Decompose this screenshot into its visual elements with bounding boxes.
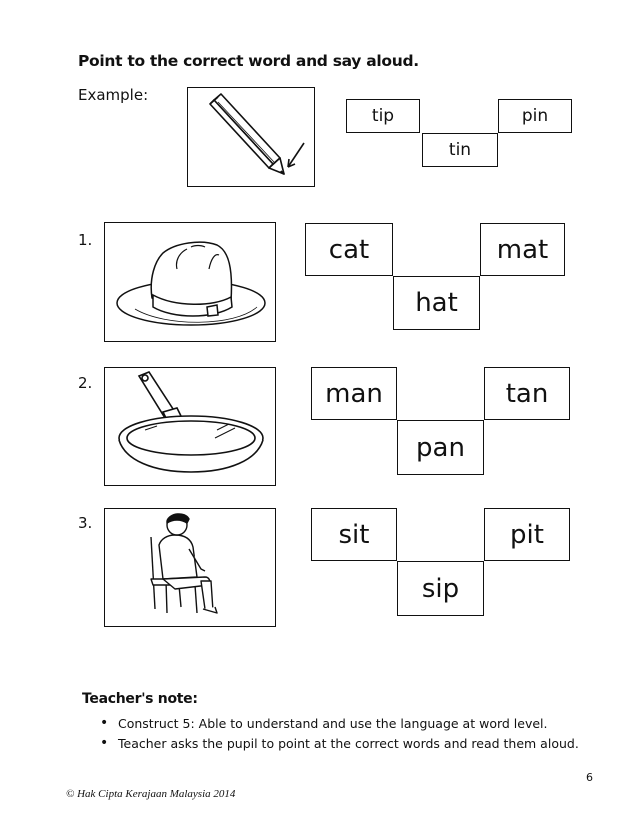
item-1-word-box-1[interactable] (305, 223, 393, 276)
item-3-word-box-3[interactable] (397, 561, 484, 616)
item-1-word-box-2[interactable] (480, 223, 565, 276)
example-word-box-2[interactable] (498, 99, 572, 133)
item-picture-frame-2 (104, 367, 276, 486)
teacher-note-heading: Teacher's note: (82, 691, 198, 707)
example-word-3: tin (448, 140, 472, 160)
item-picture-frame-1 (104, 222, 276, 342)
item-3-word-box-2[interactable] (484, 508, 570, 561)
item-1-word-box-3[interactable] (393, 276, 480, 330)
item-1-word-1: cat (328, 234, 370, 265)
item-2-word-box-3[interactable] (397, 420, 484, 475)
item-3-word-1: sit (338, 519, 370, 550)
example-word-box-3[interactable] (422, 133, 498, 167)
item-1-word-3: hat (415, 288, 458, 318)
item-3-word-2: pit (510, 519, 544, 550)
page-number: 6 (586, 771, 593, 784)
pencil-icon (188, 88, 313, 185)
item-2-word-1: man (325, 378, 383, 409)
pan-icon (105, 368, 274, 484)
example-label: Example: (78, 86, 149, 104)
item-picture-frame-3 (104, 508, 276, 627)
page-title: Point to the correct word and say aloud. (78, 52, 419, 70)
example-word-2: pin (521, 106, 549, 126)
item-2-word-box-2[interactable] (484, 367, 570, 420)
item-3-word-3: sip (421, 573, 460, 604)
sitting-man-icon (105, 509, 274, 625)
example-picture-frame (187, 87, 315, 187)
item-3-word-box-1[interactable] (311, 508, 397, 561)
teacher-note-list (96, 716, 579, 756)
hat-icon (105, 223, 274, 340)
teacher-note-bullet-1: • Construct 5: Able to understand and use the language at word level. (96, 716, 579, 731)
item-2-word-box-1[interactable] (311, 367, 397, 420)
teacher-note-bullet-2: • Teacher asks the pupil to point at the correct words and read them aloud. (96, 736, 579, 751)
item-number-3: 3. (78, 514, 93, 532)
item-number-1: 1. (78, 231, 93, 249)
example-word-box-1[interactable] (346, 99, 420, 133)
item-1-word-2: mat (496, 234, 549, 265)
example-word-1: tip (371, 106, 395, 126)
item-2-word-3: pan (416, 432, 465, 463)
item-2-word-2: tan (505, 378, 549, 409)
copyright-notice: © Hak Cipta Kerajaan Malaysia 2014 (66, 788, 236, 800)
item-number-2: 2. (78, 374, 93, 392)
